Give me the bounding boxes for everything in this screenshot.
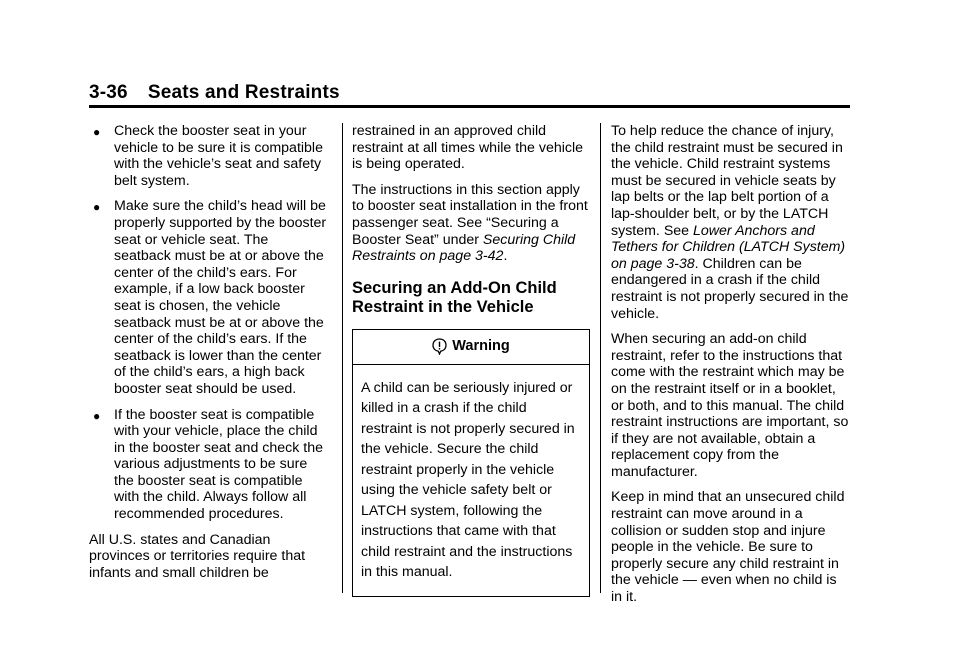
bullet-text: Make sure the child’s head will be properly supported by the booster seat or vehicle seat. The seatback must be at or above the center of the child’s ears. For example, if a low back booster seat is chosen, the vehicle seatback must be at or above the center of the child’s ears. If the seatback is lower than the center of the child’s ears, a high back booster seat should be used.: [114, 198, 327, 397]
warning-icon: [432, 338, 447, 355]
warning-title: Warning: [452, 338, 510, 355]
paragraph: Keep in mind that an unsecured child restraint can move around in a collision or sudden stop and injure people in the vehicle. Be sure to properly secure any child restraint in the vehicle — even when no child is in it.: [611, 489, 845, 606]
column-divider-2: [600, 123, 601, 593]
paragraph: All U.S. states and Canadian provinces or territories require that infants and small children be: [89, 531, 306, 581]
paragraph-text: To help reduce the chance of injury, the child restraint must be secured in the vehicle. Child restraint systems must be secured in vehicle seats by lap belts or the lap belt portion of a lap-shoulder belt, or by the LATCH system. See: [611, 123, 843, 239]
header-rule: [89, 105, 850, 108]
bullet-text: Check the booster seat in your vehicle to be sure it is compatible with the vehicle’s seat and safety belt system.: [114, 123, 323, 189]
page-reference-link[interactable]: Securing Child Restraints on page 3-42: [352, 231, 576, 265]
section-heading: Securing an Add-On Child Restraint in the Vehicle: [352, 278, 557, 316]
warning-box: [352, 329, 590, 597]
page-header: [89, 82, 340, 104]
bullet-icon: ●: [93, 125, 101, 139]
bullet-text: If the booster seat is compatible with your vehicle, place the child in the booster seat and check the various adjustments to be sure the booster seat is compatible with the child. Always follow all recommended procedures.: [114, 406, 324, 523]
paragraph: [352, 182, 590, 265]
page-reference-link[interactable]: Lower Anchors and Tethers for Children (LATCH System) on page 3-38: [611, 222, 846, 272]
list-item: [89, 198, 329, 397]
column-2: [352, 123, 590, 597]
chapter-title: Seats and Restraints: [147, 82, 340, 103]
column-divider-1: [342, 123, 343, 593]
column-1: [89, 123, 329, 590]
paragraph-text: The instructions in this section apply to booster seat installation in the front passenger seat. See “Securing a Booster Seat” under: [352, 181, 588, 248]
warning-body: A child can be seriously injured or killed in a crash if the child restraint is not properly secured in the vehicle. Secure the child restraint properly in the vehicle using the vehicle safety belt or LATCH system, following the instructions that came with that child restraint and the instructions in this manual.: [361, 379, 575, 581]
column-3: [611, 123, 851, 615]
bullet-icon: ●: [93, 200, 101, 215]
page-number: 3-36: [89, 82, 128, 103]
list-item: [89, 407, 329, 523]
warning-header: [353, 330, 589, 365]
list-item: [89, 123, 329, 189]
bullet-icon: ●: [93, 408, 101, 423]
paragraph: restrained in an approved child restraint at all times while the vehicle is being operated.: [352, 123, 584, 173]
paragraph-text: . Children can be endangered in a crash if the child restraint is not properly secured in the vehicle.: [611, 255, 849, 322]
bullet-list: [89, 123, 329, 523]
paragraph: [611, 123, 851, 322]
paragraph: When securing an add-on child restraint, refer to the instructions that come with the restraint which may be on the restraint itself or in a booklet, or both, and to this manual. The child restraint instructions are important, so if they are not available, obtain a replacement copy from the manufacturer.: [611, 331, 849, 480]
paragraph-text: .: [503, 248, 508, 265]
